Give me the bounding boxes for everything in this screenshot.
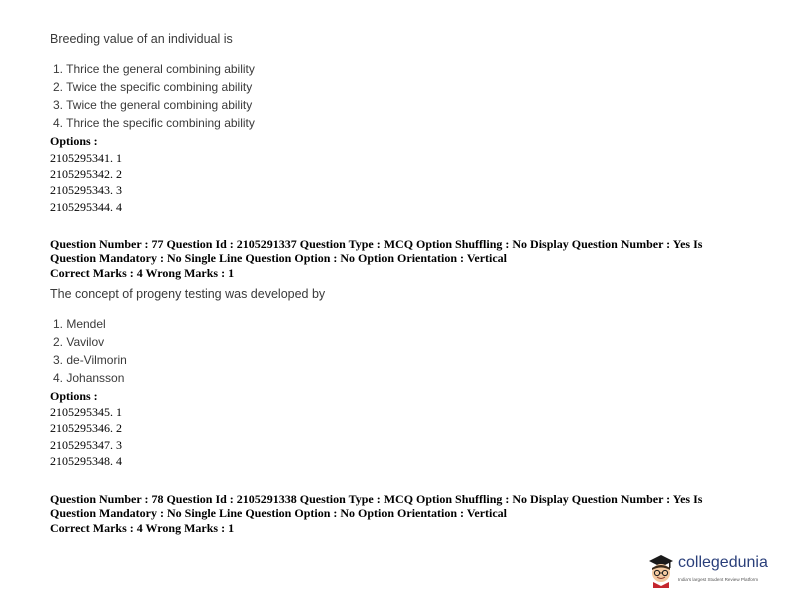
q76-options-label: Options :	[50, 134, 98, 148]
q78-marks: Correct Marks : 4 Wrong Marks : 1	[50, 521, 235, 535]
q77-meta-line-2: Question Mandatory : No Single Line Question Option : No Option Orientation : Vertical	[50, 251, 508, 265]
q76-option-id-3: 2105295343. 3	[50, 183, 122, 197]
logo-tagline: India's largest Student Review Platform	[678, 577, 759, 582]
q77-option-3: 3. de-Vilmorin	[53, 353, 127, 367]
question-76-text: Breeding value of an individual is	[50, 32, 233, 46]
q76-option-1: 1. Thrice the general combining ability	[53, 62, 255, 76]
q77-options-label: Options :	[50, 389, 98, 403]
q76-option-4: 4. Thrice the specific combining ability	[53, 116, 255, 130]
q76-option-id-2: 2105295342. 2	[50, 167, 122, 181]
logo-wordmark: collegedunia	[678, 554, 768, 571]
q77-option-id-3: 2105295347. 3	[50, 438, 122, 452]
q77-meta-line-1: Question Number : 77 Question Id : 2105291337 Question Type : MCQ Option Shuffling : No Display Question Number : Yes Is	[50, 237, 703, 251]
q77-marks: Correct Marks : 4 Wrong Marks : 1	[50, 266, 235, 280]
question-77-text: The concept of progeny testing was developed by	[50, 287, 326, 301]
q77-option-id-1: 2105295345. 1	[50, 405, 122, 419]
q77-option-id-2: 2105295346. 2	[50, 421, 122, 435]
q76-option-id-4: 2105295344. 4	[50, 200, 122, 214]
q76-option-id-1: 2105295341. 1	[50, 151, 122, 165]
q77-option-id-4: 2105295348. 4	[50, 454, 122, 468]
q76-option-2: 2. Twice the specific combining ability	[53, 80, 253, 94]
q77-option-1: 1. Mendel	[53, 317, 106, 331]
q78-meta-line-2: Question Mandatory : No Single Line Question Option : No Option Orientation : Vertical	[50, 506, 508, 520]
q77-option-4: 4. Johansson	[53, 371, 125, 385]
q78-meta-line-1: Question Number : 78 Question Id : 2105291338 Question Type : MCQ Option Shuffling : No Display Question Number : Yes Is	[50, 492, 703, 506]
collegedunia-logo[interactable]	[645, 550, 790, 594]
q76-option-3: 3. Twice the general combining ability	[53, 98, 253, 112]
q77-option-2: 2. Vavilov	[53, 335, 105, 349]
